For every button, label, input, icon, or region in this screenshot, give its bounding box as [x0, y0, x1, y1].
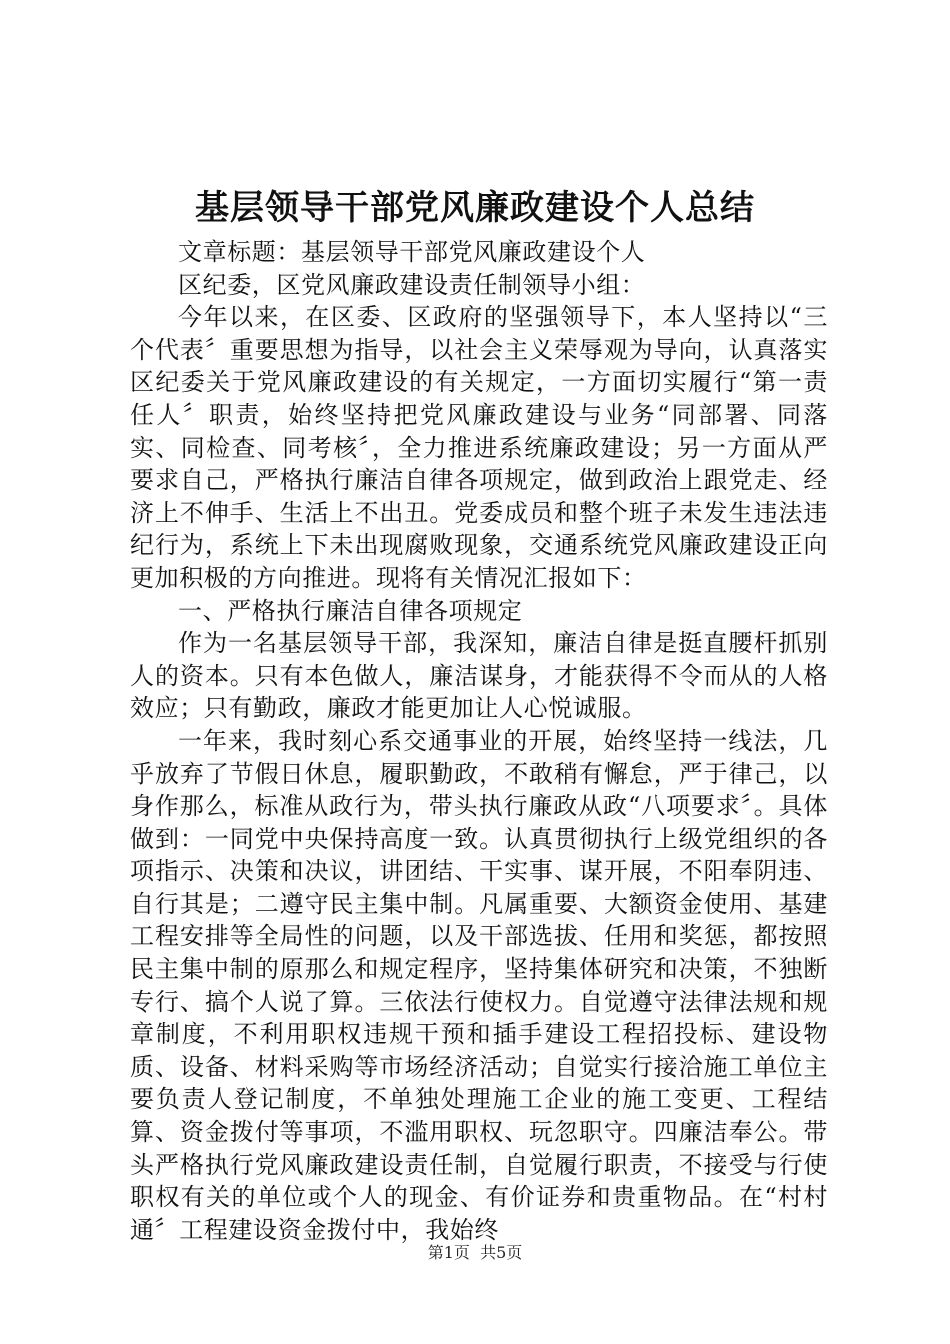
paragraph-year-review: 一年来，我时刻心系交通事业的开展，始终坚持一线法，几乎放弃了节假日休息，履职勤政，不敢稍有懈怠，严于律己，以身作那么，标准从政行为，带头执行廉政从政“八项要求〞。具体做到：一同党中央保持高度一致。认真贯彻执行上级党组织的各项指示、决策和决议，讲团结、干实事、谋开展，不阳奉阴违、自行其是；二遵守民主集中制。凡属重要、大额资金使用、基建工程安排等全局性的问题，以及干部选拔、任用和奖惩，都按照民主集中制的原那么和规定程序，坚持集体研究和决策，不独断专行、搞个人说了算。三依法行使权力。自觉遵守法律法规和规章制度，不利用职权违规干预和插手建设工程招投标、建设物质、设备、材料采购等市场经济活动；自觉实行接洽施工单位主要负责人登记制度，不单独处理施工企业的施工变更、工程结算、资金拨付等事项，不滥用职权、玩忽职守。四廉洁奉公。带头严格执行党风廉政建设责任制，自觉履行职责，不接受与行使职权有关的单位或个人的现金、有价证券和贵重物品。在“村村通〞工程建设资金拨付中，我始终: [130, 726, 828, 1244]
document-body: [130, 236, 828, 1246]
paragraph-self-discipline: 作为一名基层领导干部，我深知，廉洁自律是挺直腰杆抓别人的资本。只有本色做人，廉洁谋身，才能获得不令而从的人格效应；只有勤政，廉政才能更加让人心悦诚服。: [130, 629, 828, 723]
page-number: 第1页: [427, 1243, 470, 1262]
page-footer: [0, 1241, 950, 1265]
page-total: 共5页: [480, 1243, 523, 1262]
paragraph-article-title: 文章标题：基层领导干部党风廉政建设个人: [178, 238, 646, 266]
document-title: 基层领导干部党风廉政建设个人总结: [195, 188, 755, 228]
paragraph-salutation: 区纪委，区党风廉政建设责任制领导小组：: [178, 270, 646, 299]
section-heading-1: 一、严格执行廉洁自律各项规定: [178, 596, 523, 625]
paragraph-introduction: 今年以来，在区委、区政府的坚强领导下，本人坚持以“三个代表〞重要思想为指导，以社会主义荣辱观为导向，认真落实区纪委关于党风廉政建设的有关规定，一方面切实履行“第一责任人〞职责，始终坚持把党风廉政建设与业务“同部署、同落实、同检查、同考核〞，全力推进系统廉政建设；另一方面从严要求自己，严格执行廉洁自律各项规定，做到政治上跟党走、经济上不伸手、生活上不出丑。党委成员和整个班子未发生违法违纪行为，系统上下未出现腐败现象，交通系统党风廉政建设正向更加积极的方向推进。现将有关情况汇报如下：: [130, 303, 828, 592]
